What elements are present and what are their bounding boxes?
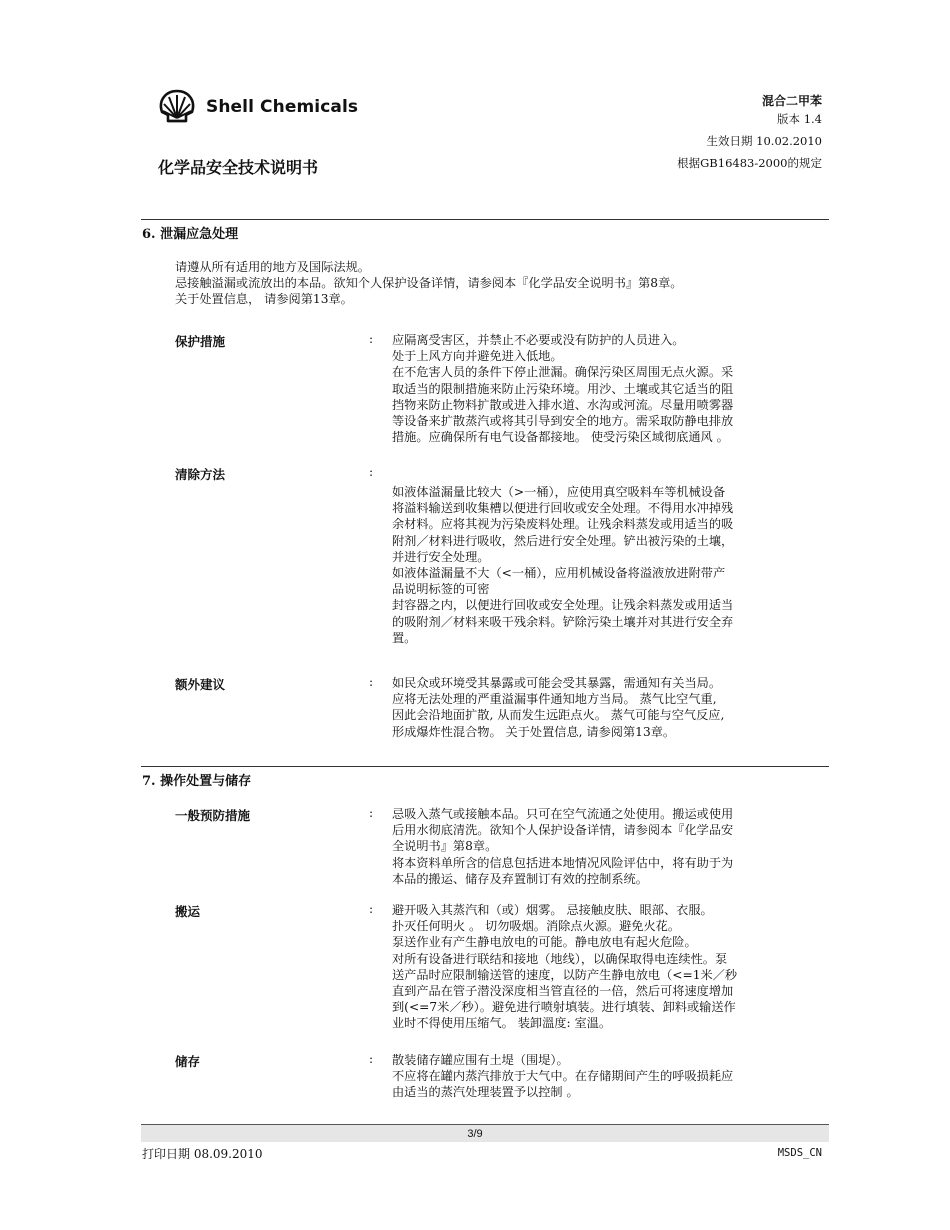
text-line: 后用水彻底清洗。欲知个人保护设备详情，请参阅本『化学品安 bbox=[392, 823, 734, 838]
text-line: 全说明书』第8章。 bbox=[392, 839, 498, 854]
text-line: 余材料。应将其视为污染废料处理。让残余料蒸发或用适当的吸 bbox=[392, 517, 734, 532]
intro-line: 关于处置信息， 请参阅第13章。 bbox=[175, 292, 353, 307]
text-line: 因此会沿地面扩散, 从而发生远距点火。 蒸气可能与空气反应, bbox=[392, 708, 725, 723]
general-label: 一般预防措施 bbox=[175, 808, 251, 823]
text-line: 措施。应确保所有电气设备都接地。 使受污染区域彻底通风 。 bbox=[392, 430, 729, 445]
text-line: 送产品时应限制输送管的速度，以防产生静电放电（<=1米／秒 bbox=[392, 967, 738, 982]
text-line: 挡物来防止物料扩散或进入排水道、水沟或河流。尽量用喷雾器 bbox=[392, 397, 734, 412]
colon: : bbox=[369, 675, 374, 689]
advice-text bbox=[392, 675, 806, 740]
text-line: 封容器之内，以便进行回收或安全处理。让残余料蒸发或用适当 bbox=[392, 598, 734, 613]
intro-line: 忌接触溢漏或流放出的本品。欲知个人保护设备详情，请参阅本『化学品安全说明书』第8章。 bbox=[175, 276, 683, 291]
text-line: 对所有设备进行联结和接地（地线），以确保取得电连续性。泵 bbox=[392, 951, 728, 966]
text-line: 如液体溢漏量比较大（>一桶），应使用真空吸料车等机械设备 bbox=[392, 485, 726, 499]
section-7-title: 7. 操作处置与储存 bbox=[142, 774, 252, 789]
protection-text bbox=[392, 332, 806, 445]
version: 版本 1.4 bbox=[777, 112, 822, 126]
text-line: 应将无法处理的严重溢漏事件通知地方当局。 蒸气比空气重, bbox=[392, 692, 717, 707]
section-divider bbox=[141, 219, 829, 220]
text-line: 形成爆炸性混合物。 关于处置信息, 请参阅第13章。 bbox=[392, 724, 676, 739]
page-number: 3/9 bbox=[467, 1128, 483, 1140]
cleanup-text bbox=[392, 484, 806, 646]
handling-label: 搬运 bbox=[175, 904, 201, 919]
text-line: 将本资料单所含的信息包括进本地情况风险评估中，将有助于为 bbox=[392, 855, 734, 870]
text-line: 如液体溢漏量不大（<一桶），应用机械设备将溢液放进附带产 bbox=[392, 566, 726, 581]
text-line: 将溢料输送到收集槽以便进行回收或安全处理。不得用水冲掉残 bbox=[392, 501, 734, 516]
text-line: 取适当的限制措施来防止污染环境。用沙、土壤或其它适当的阻 bbox=[392, 381, 734, 396]
cleanup-label: 清除方法 bbox=[175, 467, 226, 482]
protection-label: 保护措施 bbox=[175, 334, 226, 349]
text-line: 品说明标签的可密 bbox=[392, 582, 490, 597]
colon: : bbox=[369, 1052, 374, 1066]
document-title: 化学品安全技术说明书 bbox=[158, 158, 319, 177]
text-line: 置。 bbox=[392, 630, 417, 645]
effective-date: 生效日期 10.02.2010 bbox=[706, 134, 822, 148]
text-line: 避开吸入其蒸汽和（或）烟雾。 忌接触皮肤、眼部、衣服。 bbox=[392, 903, 713, 917]
storage-text bbox=[392, 1052, 806, 1101]
text-line: 散装储存罐应围有土堤（围堤）。 bbox=[392, 1053, 569, 1067]
section-6-title: 6. 泄漏应急处理 bbox=[142, 227, 239, 242]
text-line: 业时不得使用压缩气。 装卸溫度: 室溫。 bbox=[392, 1016, 612, 1031]
text-line: 处于上风方向并避免进入低地。 bbox=[392, 349, 563, 364]
document-code: MSDS_CN bbox=[777, 1147, 822, 1159]
colon: : bbox=[369, 332, 374, 346]
section-divider bbox=[141, 766, 829, 767]
colon: : bbox=[369, 465, 374, 479]
product-name: 混合二甲苯 bbox=[761, 94, 822, 108]
print-date: 打印日期 08.09.2010 bbox=[142, 1147, 263, 1161]
text-line: 本品的搬运、储存及弃置制订有效的控制系统。 bbox=[392, 871, 648, 886]
text-line: 直到产品在管子潜没深度相当管直径的一倍，然后可将速度增加 bbox=[392, 984, 734, 999]
text-line: 的吸附剂／材料来吸干残余料。铲除污染土壤并对其进行安全弃 bbox=[392, 614, 734, 629]
text-line: 不应将在罐内蒸汽排放于大气中。在存储期间产生的呼吸损耗应 bbox=[392, 1069, 734, 1084]
text-line: 扑灭任何明火 。 切勿吸烟。消除点火源。避免火花。 bbox=[392, 919, 681, 934]
advice-label: 额外建议 bbox=[175, 677, 226, 692]
colon: : bbox=[369, 902, 374, 916]
intro-line: 请遵从所有适用的地方及国际法规。 bbox=[175, 260, 370, 274]
colon: : bbox=[369, 806, 374, 820]
text-line: 附剂／材料进行吸收，然后进行安全处理。铲出被污染的土壤， bbox=[392, 533, 734, 548]
text-line: 等设备来扩散蒸汽或将其引导到安全的地方。需采取防静电排放 bbox=[392, 414, 734, 429]
text-line: 应隔离受害区，并禁止不必要或没有防护的人员进入。 bbox=[392, 333, 685, 347]
text-line: 如民众或环境受其暴露或可能会受其暴露，需通知有关当局。 bbox=[392, 676, 722, 690]
handling-text bbox=[392, 902, 806, 1032]
storage-label: 储存 bbox=[175, 1054, 201, 1069]
shell-pecten-icon bbox=[157, 88, 197, 126]
company-logo bbox=[157, 88, 358, 126]
text-line: 忌吸入蒸气或接触本品。只可在空气流通之处使用。搬运或使用 bbox=[392, 807, 734, 821]
text-line: 由适当的蒸汽处理装置予以控制 。 bbox=[392, 1085, 579, 1100]
text-line: 在不危害人员的条件下停止泄漏。确保污染区周围无点火源。采 bbox=[392, 365, 734, 380]
section-6-intro bbox=[175, 259, 682, 308]
text-line: 泵送作业有产生静电放电的可能。静电放电有起火危险。 bbox=[392, 935, 697, 950]
header-meta bbox=[677, 90, 822, 174]
text-line: 并进行安全处理。 bbox=[392, 549, 490, 564]
regulation-ref: 根据GB16483-2000的规定 bbox=[677, 156, 822, 170]
brand-name: Shell Chemicals bbox=[206, 97, 359, 117]
general-text bbox=[392, 806, 806, 887]
text-line: 到(<=7米／秒）。避免进行喷射填装。进行填装、卸料或输送作 bbox=[392, 1000, 736, 1015]
